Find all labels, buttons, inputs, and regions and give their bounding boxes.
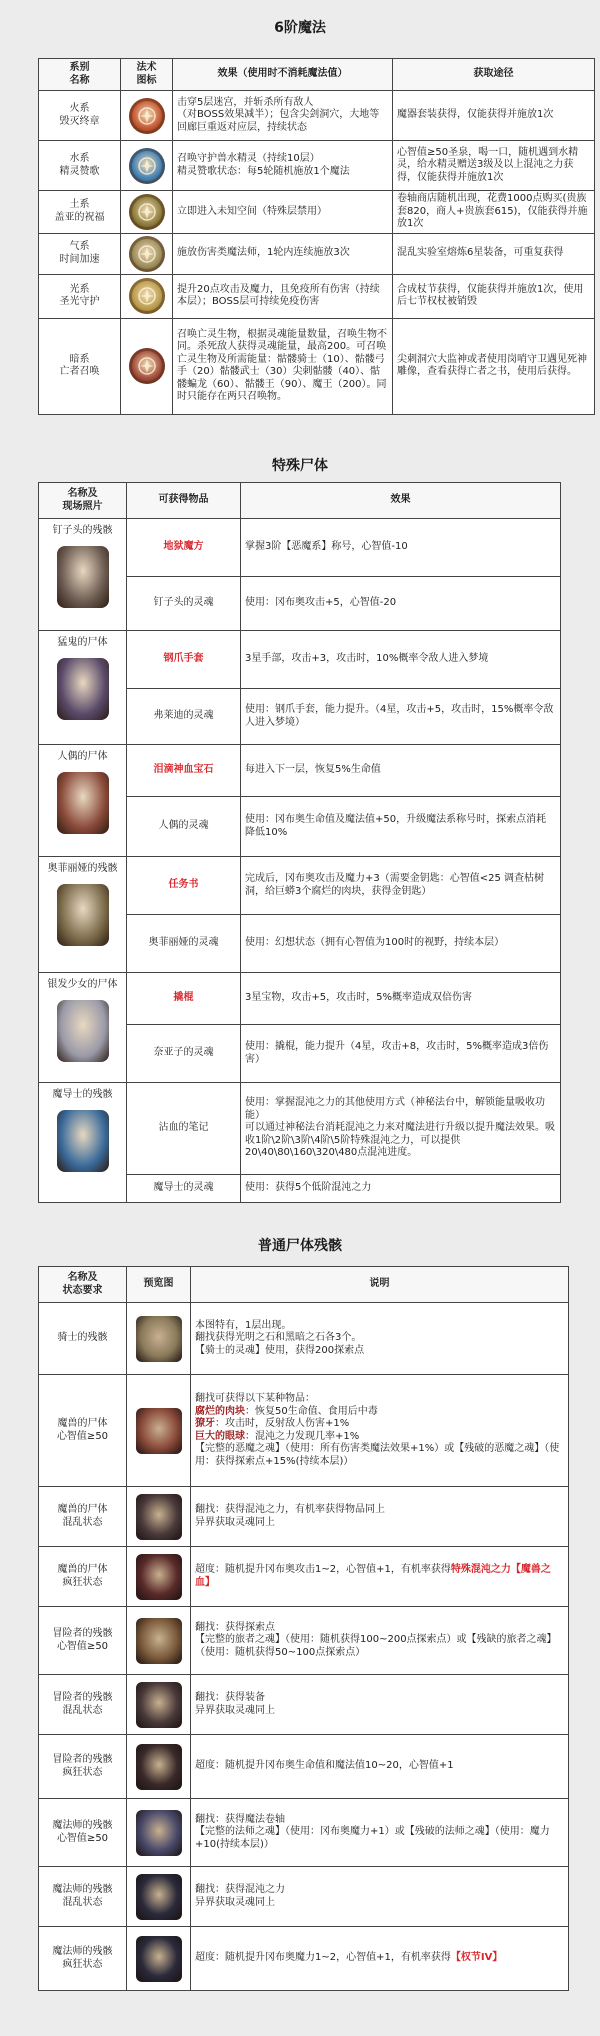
common-desc-text: 特殊混沌之力【魔兽之血】 (195, 1564, 551, 1588)
common-desc-text: 异界获取灵魂同上 (195, 1704, 275, 1716)
corpse-name: 奥菲丽娅的残骸 (47, 863, 118, 874)
corpse-name-cell (39, 857, 127, 973)
magic-header-name: 系别 名称 (39, 59, 121, 91)
common-desc (191, 1487, 569, 1547)
common-desc-text: ：攻击时，反射敌人伤害+1% (215, 1418, 350, 1429)
magic-name: 水系 精灵赞歌 (39, 141, 121, 191)
common-row (39, 1799, 569, 1867)
common-desc-text: 獠牙 (195, 1418, 215, 1429)
common-desc (191, 1303, 569, 1375)
common-desc-line (195, 1897, 564, 1910)
common-desc-line (195, 1345, 564, 1358)
common-desc (191, 1799, 569, 1867)
common-preview-image (136, 1408, 182, 1454)
common-desc-text: 【骑士的灵魂】使用，获得200探索点 (195, 1344, 365, 1356)
common-row (39, 1735, 569, 1799)
magic-icon-cell (121, 191, 173, 234)
corpse-photo (57, 884, 109, 946)
magic-name: 气系 时间加速 (39, 233, 121, 274)
common-desc-line (195, 1418, 564, 1431)
common-desc-line (195, 1814, 564, 1827)
common-name: 骑士的残骸 (39, 1303, 127, 1375)
common-desc-line (195, 1622, 564, 1635)
common-desc-text: 超度：随机提升冈布奥攻击1~2，心智值+1，有机率获得 (195, 1564, 451, 1575)
common-preview-cell (127, 1303, 191, 1375)
common-desc-text: 超度：随机提升冈布奥生命值和魔法值10~20，心智值+1 (195, 1760, 454, 1772)
magic-icon-cell (121, 91, 173, 141)
common-desc-line (195, 1705, 564, 1718)
common-desc-text: 【完整的恶魔之魂】（使用：所有伤害类魔法效果+1%）或【残破的恶魔之魂】（使用：获得探索点+15%(持续本层)） (195, 1443, 560, 1467)
common-preview-cell (127, 1735, 191, 1799)
magic-row (39, 233, 595, 274)
magic-icon-cell (121, 233, 173, 274)
common-name: 冒险者的残骸 疯狂状态 (39, 1735, 127, 1799)
common-desc (191, 1867, 569, 1927)
common-desc-text: 翻找：获得装备 (195, 1692, 265, 1703)
common-desc (191, 1675, 569, 1735)
corpse-effect: 每进入下一层，恢复5%生命值 (241, 745, 561, 797)
common-desc-line (195, 1393, 564, 1406)
corpse-item: 人偶的灵魂 (127, 797, 241, 857)
corpse-row (39, 857, 561, 915)
corpse-row (39, 745, 561, 797)
common-preview-image (136, 1936, 182, 1982)
common-desc-line (195, 1952, 564, 1965)
common-desc-text: 翻找：获得混沌之力，有机率获得物品同上 (195, 1504, 385, 1515)
section-title-common-corpses: 普通尸体残骸 (258, 1238, 342, 1254)
corpse-item: 魔导士的灵魂 (127, 1175, 241, 1203)
magic-effect: 召唤亡灵生物，根据灵魂能量数量，召唤生物不同。杀死敌人获得灵魂能量，最高200。可召唤亡灵生物及所需能量：骷髅骑士（10）、骷髅弓手（20）骷髅武士（30）尖刺骷髅（40）、骷髅蝙龙（60）、骷髅王（90）、魔王（200）。同时只能存在两只召唤物。 (173, 318, 393, 414)
corpse-effect: 3星手部，攻击+3，攻击时，10%概率令敌人进入梦境 (241, 631, 561, 689)
common-desc-text: 本图特有，1层出现。 (195, 1319, 292, 1331)
corpse-name: 人偶的尸体 (57, 751, 108, 762)
water-star-icon (129, 148, 165, 184)
air-rune-icon (129, 236, 165, 272)
magic-source: 混乱实验室熔炼6星装备，可重复获得 (393, 233, 595, 274)
common-desc-text: 翻找：获得探索点 (195, 1621, 275, 1633)
corpse-header-name: 名称及 现场照片 (39, 483, 127, 519)
corpse-photo (57, 658, 109, 720)
corpse-name-cell (39, 1083, 127, 1203)
fire-spiral-icon (129, 98, 165, 134)
corpse-effect: 使用：获得5个低阶混沌之力 (241, 1175, 561, 1203)
common-preview-cell (127, 1487, 191, 1547)
corpse-item: 奈亚子的灵魂 (127, 1025, 241, 1083)
common-row (39, 1867, 569, 1927)
common-preview-cell (127, 1547, 191, 1607)
magic-effect: 击穿5层迷宫，并斩杀所有敌人 （对BOSS效果减半）；包含尖剑洞穴，大地等回廊巨重返对应层，持续状态 (173, 91, 393, 141)
earth-rune-icon (129, 194, 165, 230)
magic-header-source: 获取途径 (393, 59, 595, 91)
common-desc-line (195, 1826, 564, 1851)
magic-source: 心智值≥50圣泉，喝一口，随机遇到水精灵，给水精灵赠送3级及以上混沌之力获得，仅能获得并施放1次 (393, 141, 595, 191)
common-desc-text: 超度：随机提升冈布奥魔力1~2，心智值+1，有机率获得 (195, 1952, 451, 1964)
common-header-name: 名称及 状态要求 (39, 1267, 127, 1303)
common-desc (191, 1735, 569, 1799)
corpse-item: 泪滴神血宝石 (127, 745, 241, 797)
corpse-name-cell (39, 973, 127, 1083)
common-desc-line (195, 1692, 564, 1705)
magic-row (39, 141, 595, 191)
common-desc-line (195, 1406, 564, 1419)
magic-header-effect: 效果（使用时不消耗魔法值） (173, 59, 393, 91)
magic-effect: 施放伤害类魔法师，1轮内连续施放3次 (173, 233, 393, 274)
corpse-name: 猛鬼的尸体 (57, 637, 108, 648)
common-preview-cell (127, 1607, 191, 1675)
common-preview-cell (127, 1375, 191, 1487)
magic-effect: 召唤守护兽水精灵（持续10层） 精灵赞歌状态：每5轮随机施放1个魔法 (173, 141, 393, 191)
common-desc-text: 【权节IV】 (450, 1952, 503, 1964)
common-preview-image (136, 1494, 182, 1540)
special-corpses-table (38, 482, 561, 1203)
corpse-name: 钉子头的残骸 (52, 525, 113, 536)
corpse-row (39, 1083, 561, 1175)
common-desc-text: 巨大的眼球 (195, 1430, 245, 1442)
common-row (39, 1547, 569, 1607)
corpse-effect: 3星宝物，攻击+5，攻击时，5%概率造成双倍伤害 (241, 973, 561, 1025)
common-header-preview: 预览图 (127, 1267, 191, 1303)
corpse-name-cell (39, 631, 127, 745)
corpse-photo (57, 546, 109, 608)
corpse-item: 钉子头的灵魂 (127, 577, 241, 631)
corpse-item: 地狱魔方 (127, 519, 241, 577)
magic-name: 暗系 亡者召唤 (39, 318, 121, 414)
dark-rose-icon (129, 348, 165, 384)
common-row (39, 1927, 569, 1991)
corpse-row (39, 519, 561, 577)
common-preview-image (136, 1554, 182, 1600)
magic-source: 卷轴商店随机出现，花费1000点购买(贵族套820，商人+贵族套615)，仅能获得并施放1次 (393, 191, 595, 234)
corpse-name: 银发少女的尸体 (47, 979, 118, 990)
common-desc-text: 翻找：获得混沌之力 (195, 1884, 285, 1895)
corpse-row (39, 973, 561, 1025)
corpse-photo (57, 772, 109, 834)
common-preview-image (136, 1682, 182, 1728)
common-desc-line (195, 1884, 564, 1897)
common-preview-image (136, 1874, 182, 1920)
magic-row (39, 191, 595, 234)
common-desc-text: ：恢复50生命值、食用后中毒 (245, 1405, 378, 1417)
common-desc-text: 翻找：获得魔法卷轴 (195, 1813, 285, 1825)
corpse-row (39, 631, 561, 689)
common-desc-text: 【完整的法师之魂】（使用：冈布奥魔力+1）或【残破的法师之魂】（使用：魔力+10(持续本层)） (195, 1826, 550, 1850)
corpse-item: 沾血的笔记 (127, 1083, 241, 1175)
magic-source: 合成杖节获得，仅能获得并施放1次，使用后七节权杖被销毁 (393, 274, 595, 318)
common-desc-line (195, 1504, 564, 1517)
corpse-item: 弗莱迪的灵魂 (127, 689, 241, 745)
magic-row (39, 318, 595, 414)
corpse-effect: 使用：撬棍，能力提升（4星，攻击+8，攻击时，5%概率造成3倍伤害） (241, 1025, 561, 1083)
common-name: 魔法师的残骸 混乱状态 (39, 1867, 127, 1927)
common-name: 冒险者的残骸 混乱状态 (39, 1675, 127, 1735)
magic-icon-cell (121, 318, 173, 414)
common-preview-image (136, 1810, 182, 1856)
magic-source: 魔器套装获得，仅能获得并施放1次 (393, 91, 595, 141)
common-desc (191, 1927, 569, 1991)
corpse-photo (57, 1110, 109, 1172)
common-desc-text: 异界获取灵魂同上 (195, 1516, 275, 1528)
common-name: 魔兽的尸体 心智值≥50 (39, 1375, 127, 1487)
common-name: 魔法师的残骸 心智值≥50 (39, 1799, 127, 1867)
corpse-effect: 使用：冈布奥生命值及魔法值+50，升级魔法系称号时，探索点消耗降低10% (241, 797, 561, 857)
common-desc-line (195, 1564, 564, 1589)
corpse-name-cell (39, 519, 127, 631)
corpse-effect: 使用：钢爪手套，能力提升。（4星，攻击+5，攻击时，15%概率令敌人进入梦境） (241, 689, 561, 745)
magic-header-icon: 法术 图标 (121, 59, 173, 91)
common-name: 魔兽的尸体 混乱状态 (39, 1487, 127, 1547)
common-preview-cell (127, 1867, 191, 1927)
common-desc-text: 翻找获得光明之石和黑暗之石各3个。 (195, 1332, 362, 1344)
corpse-effect: 完成后，冈布奥攻击及魔力+3（需要金钥匙：心智值<25 调查枯树洞，给巨蟒3个腐烂的肉块，获得金钥匙） (241, 857, 561, 915)
magic-effect: 提升20点攻击及魔力，且免疫所有伤害（持续本层）；BOSS层可持续免疫伤害 (173, 274, 393, 318)
common-desc-line (195, 1634, 564, 1659)
corpse-effect: 使用：掌握混沌之力的其他使用方式（神秘法台中，解锁能量吸收功能） 可以通过神秘法台消耗混沌之力来对魔法进行升级以提升魔法效果。吸收1阶\2阶\3阶\4阶\5阶特殊混沌之力，可以提供20\40\80\160\320\480点混沌进度。 (241, 1083, 561, 1175)
common-preview-cell (127, 1927, 191, 1991)
common-row (39, 1375, 569, 1487)
common-desc-text: ：混沌之力发现几率+1% (245, 1430, 360, 1442)
common-desc-text: 异界获取灵魂同上 (195, 1896, 275, 1908)
magic-icon-cell (121, 274, 173, 318)
corpse-effect: 使用：冈布奥攻击+5，心智值-20 (241, 577, 561, 631)
corpse-name-cell (39, 745, 127, 857)
common-desc-line (195, 1431, 564, 1444)
corpse-header-effect: 效果 (241, 483, 561, 519)
common-header-desc: 说明 (191, 1267, 569, 1303)
light-sigil-icon (129, 278, 165, 314)
common-desc-text: 腐烂的肉块 (195, 1405, 245, 1417)
common-desc (191, 1547, 569, 1607)
corpse-name: 魔导士的残骸 (52, 1089, 113, 1100)
common-name: 魔兽的尸体 疯狂状态 (39, 1547, 127, 1607)
common-desc-line (195, 1320, 564, 1333)
common-desc (191, 1607, 569, 1675)
common-name: 冒险者的残骸 心智值≥50 (39, 1607, 127, 1675)
magic-table (38, 58, 595, 415)
common-preview-image (136, 1744, 182, 1790)
magic-row (39, 274, 595, 318)
common-desc-line (195, 1332, 564, 1345)
section-title-magic: 6阶魔法 (274, 20, 326, 36)
magic-source: 尖刺洞穴大监神或者使用岗哨守卫遇见死神雕像，查看获得亡者之书，使用后获得。 (393, 318, 595, 414)
common-preview-cell (127, 1675, 191, 1735)
common-desc-line (195, 1443, 564, 1468)
common-row (39, 1303, 569, 1375)
common-desc-text: 【完整的旅者之魂】（使用：随机获得100~200点探索点）或【残缺的旅者之魂】（使用：随机获得50~100点探索点） (195, 1634, 557, 1658)
common-row (39, 1487, 569, 1547)
magic-name: 土系 盖亚的祝福 (39, 191, 121, 234)
magic-name: 光系 圣光守护 (39, 274, 121, 318)
corpse-item: 奥菲丽娅的灵魂 (127, 915, 241, 973)
common-corpses-table (38, 1266, 569, 1991)
magic-effect: 立即进入未知空间（特殊层禁用） (173, 191, 393, 234)
corpse-effect: 掌握3阶【恶魔系】称号，心智值-10 (241, 519, 561, 577)
common-preview-cell (127, 1799, 191, 1867)
common-name: 魔法师的残骸 疯狂状态 (39, 1927, 127, 1991)
magic-row (39, 91, 595, 141)
corpse-item: 钢爪手套 (127, 631, 241, 689)
corpse-photo (57, 1000, 109, 1062)
common-row (39, 1607, 569, 1675)
common-desc-line (195, 1517, 564, 1530)
magic-icon-cell (121, 141, 173, 191)
corpse-header-item: 可获得物品 (127, 483, 241, 519)
common-preview-image (136, 1316, 182, 1362)
common-desc-text: 翻找可获得以下某种物品： (195, 1393, 315, 1404)
corpse-item: 任务书 (127, 857, 241, 915)
magic-name: 火系 毁灭终章 (39, 91, 121, 141)
common-preview-image (136, 1618, 182, 1664)
corpse-item: 撬棍 (127, 973, 241, 1025)
section-title-special-corpses: 特殊尸体 (272, 458, 328, 474)
corpse-effect: 使用：幻想状态（拥有心智值为100时的视野，持续本层） (241, 915, 561, 973)
common-row (39, 1675, 569, 1735)
common-desc (191, 1375, 569, 1487)
common-desc-line (195, 1760, 564, 1773)
